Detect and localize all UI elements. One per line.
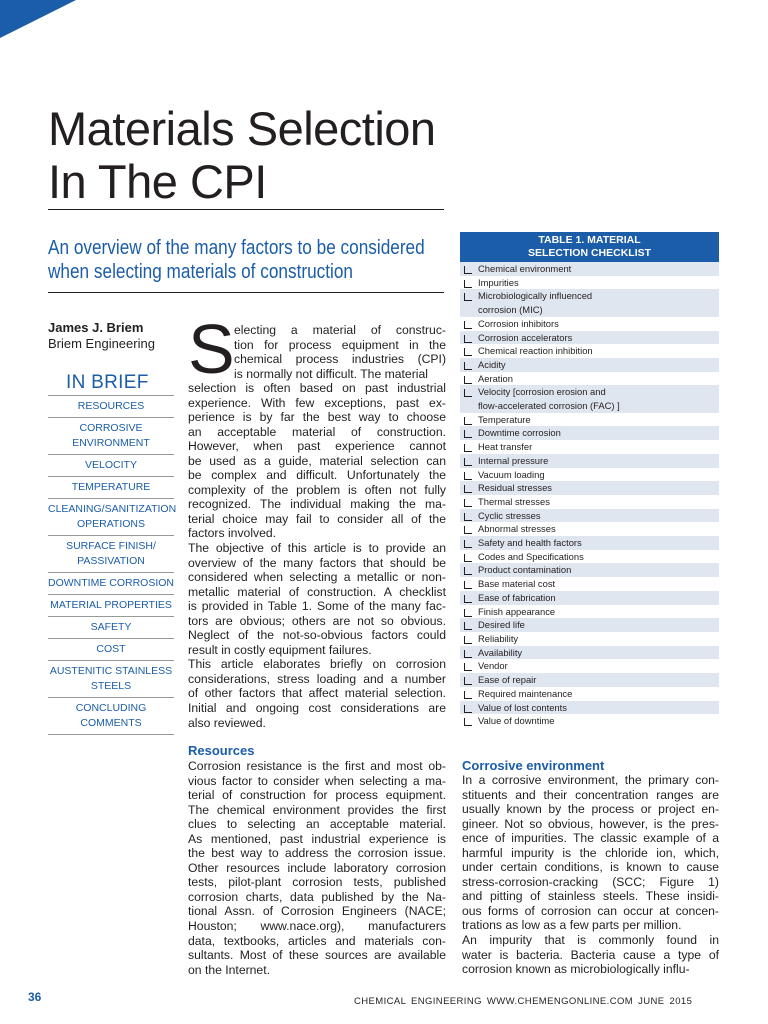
table-cell-line: Desired life — [478, 619, 525, 631]
table-cell — [478, 536, 582, 550]
text-line: tion for process equipment in the — [234, 337, 446, 352]
checkbox-icon[interactable] — [464, 280, 472, 288]
table-cell-line: Ease of repair — [478, 674, 537, 686]
in-brief-item[interactable] — [48, 477, 174, 499]
title-rule — [48, 209, 444, 210]
table-cell-line: Cyclic stresses — [478, 509, 541, 521]
table-row — [460, 385, 719, 412]
table-cell-line: Value of downtime — [478, 715, 555, 727]
in-brief-item-label: CORROSIVE — [79, 422, 143, 434]
text-line: ous forms of corrosion can occur at concen- — [462, 903, 719, 918]
text-line: considered when selecting a metallic or non- — [188, 570, 446, 585]
text-line: also reviewed. — [188, 715, 266, 730]
table-row — [460, 317, 719, 331]
corrosive-heading: Corrosive environment — [462, 758, 605, 773]
text-line: chemical process industries (CPI) — [234, 352, 446, 367]
table-cell — [478, 509, 541, 523]
text-line: clues to selecting an acceptable material. — [188, 817, 446, 832]
table-title-line: TABLE 1. MATERIAL — [538, 234, 641, 246]
text-line: be complex and difficult. Unfortunately the — [188, 468, 446, 483]
text-line: vious factor to consider when selecting a ma- — [188, 773, 446, 788]
table-row — [460, 522, 719, 536]
table-row — [460, 509, 719, 523]
text-line: trations as low as a few parts per million. — [462, 918, 682, 933]
article-title — [48, 102, 508, 208]
in-brief-heading: IN BRIEF — [66, 372, 149, 393]
text-line: terial of construction for process equipment. — [188, 788, 446, 803]
table-cell-line: Impurities — [478, 276, 519, 288]
intro-indented-text — [234, 323, 446, 381]
checkbox-icon[interactable] — [464, 417, 472, 425]
text-line: corrosion known as microbiologically influ- — [462, 962, 690, 977]
table-cell-line: Velocity [corrosion erosion and — [478, 386, 606, 398]
in-brief-item[interactable] — [48, 639, 174, 661]
table-cell-line: Availability — [478, 646, 523, 658]
table-cell — [478, 522, 556, 536]
checkbox-icon[interactable] — [464, 444, 472, 452]
checkbox-icon[interactable] — [464, 567, 472, 575]
text-line: stress-corrosion-cracking (SCC; Figure 1) — [462, 874, 719, 889]
table-row — [460, 481, 719, 495]
table-row — [460, 632, 719, 646]
table-row — [460, 673, 719, 687]
table-cell — [478, 331, 572, 345]
table-row — [460, 276, 719, 290]
checkbox-icon[interactable] — [464, 513, 472, 521]
text-line: tional Assn. of Corrosion Engineers (NACE; — [188, 904, 446, 919]
checkbox-icon[interactable] — [464, 595, 472, 603]
table-row — [460, 413, 719, 427]
subtitle-line: An overview of the many factors to be considered — [48, 237, 425, 259]
checkbox-icon[interactable] — [464, 554, 472, 562]
table-cell — [478, 289, 592, 316]
table-title — [460, 232, 719, 262]
text-line: The objective of this article is to provide an — [188, 541, 446, 556]
text-line: on the Internet. — [188, 962, 270, 977]
text-line: water is bacteria. Bacteria cause a type of — [462, 947, 719, 962]
in-brief-item-label: ENVIRONMENT — [72, 437, 150, 449]
in-brief-item[interactable] — [48, 499, 177, 536]
table-cell-line: Product contamination — [478, 564, 572, 576]
table-row — [460, 495, 719, 509]
table-cell — [478, 317, 559, 331]
table-cell — [478, 550, 584, 564]
title-line: In The CPI — [48, 155, 267, 208]
table-cell-line: Abnormal stresses — [478, 523, 556, 535]
text-line: the best way to address the corrosion issue. — [188, 846, 446, 861]
table-row — [460, 454, 719, 468]
checkbox-icon[interactable] — [464, 609, 472, 617]
in-brief-item[interactable] — [48, 573, 174, 595]
table-cell-line: Aeration — [478, 372, 513, 384]
text-line: gineer. Not so obvious, however, is the pres- — [462, 816, 719, 831]
text-line: result in costly equipment failures. — [188, 642, 372, 657]
table-cell — [478, 605, 555, 619]
text-line: an acceptable material of construction. — [188, 424, 446, 439]
text-line: Neglect of the not-so-obvious factors could — [188, 628, 446, 643]
text-line: perience is by far the best way to choose — [188, 410, 446, 425]
checkbox-icon[interactable] — [464, 389, 472, 397]
text-line: terial choice may fail to consider all of the — [188, 511, 446, 526]
in-brief-item-label: COST — [96, 643, 126, 655]
table-row — [460, 440, 719, 454]
text-line: sultants. Most of these sources are available — [188, 948, 446, 963]
checkbox-icon[interactable] — [464, 472, 472, 480]
text-line: is provided in Table 1. Some of the many fac- — [188, 599, 446, 614]
table-cell-line: Chemical reaction inhibition — [478, 345, 593, 357]
table-cell — [478, 413, 531, 427]
checkbox-icon[interactable] — [464, 485, 472, 493]
checkbox-icon[interactable] — [464, 540, 472, 548]
checkbox-icon[interactable] — [464, 335, 472, 343]
table-cell — [478, 385, 620, 412]
article-subtitle — [48, 236, 448, 284]
material-checklist-table — [460, 232, 719, 728]
corrosive-text — [462, 773, 719, 977]
table-row — [460, 331, 719, 345]
table-cell — [478, 632, 518, 646]
text-line: However, when past experience cannot — [188, 439, 446, 454]
text-line: complexity of the problem is often not fully — [188, 482, 446, 497]
in-brief-item-label: PASSIVATION — [77, 555, 145, 567]
text-line: electing a material of construc- — [234, 323, 446, 337]
table-cell — [478, 687, 572, 701]
table-cell-line: corrosion (MIC) — [478, 304, 543, 316]
table-cell-line: Chemical environment — [478, 263, 572, 274]
text-line: and pitting of stainless steels. These insidi- — [462, 889, 719, 904]
author-name: James J. Briem — [48, 320, 144, 335]
in-brief-item-label: SURFACE FINISH/ — [66, 540, 156, 552]
text-line: Corrosion resistance is the first and most ob- — [188, 759, 446, 773]
text-line: is normally not difficult. The material — [234, 366, 428, 381]
checkbox-icon[interactable] — [464, 293, 472, 301]
table-row — [460, 550, 719, 564]
text-line: stituents and their concentration ranges are — [462, 787, 719, 802]
table-cell-line: Internal pressure — [478, 454, 549, 466]
table-cell-line: flow-accelerated corrosion (FAC) ] — [478, 400, 620, 412]
checkbox-icon[interactable] — [464, 663, 472, 671]
in-brief-item-label: RESOURCES — [77, 400, 145, 412]
table-row — [460, 577, 719, 591]
in-brief-item-label: AUSTENITIC STAINLESS — [49, 665, 173, 677]
text-line: under certain conditions, is known to cause — [462, 860, 719, 875]
table-cell-line: Corrosion inhibitors — [478, 317, 559, 329]
text-line: overview of the many factors that should be — [188, 555, 446, 570]
table-cell — [478, 618, 525, 632]
page-number: 36 — [28, 990, 42, 1004]
table-row — [460, 372, 719, 386]
text-line: The chemical environment provides the first — [188, 802, 446, 817]
drop-cap: S — [188, 310, 235, 388]
table-cell-line: Ease of fabrication — [478, 591, 556, 603]
table-cell — [478, 440, 532, 454]
checkbox-icon[interactable] — [464, 430, 472, 438]
in-brief-item[interactable] — [48, 396, 174, 418]
table-row — [460, 646, 719, 660]
table-cell — [478, 646, 522, 660]
table-cell — [478, 659, 508, 673]
intro-body-text — [188, 381, 446, 730]
checkbox-icon[interactable] — [464, 266, 472, 274]
table-cell-line: Value of lost contents — [478, 701, 567, 713]
table-row — [460, 714, 719, 728]
table-row — [460, 701, 719, 715]
text-line: corrosion charts, data published by the Na- — [188, 889, 446, 904]
resources-text — [188, 759, 446, 977]
text-line: This article elaborates briefly on corrosion — [188, 657, 446, 672]
checkbox-icon[interactable] — [464, 362, 472, 370]
text-line: ence of impurities. The classic example of a — [462, 831, 719, 846]
in-brief-item-label: OPERATIONS — [76, 518, 146, 530]
table-cell-line: Heat transfer — [478, 441, 533, 453]
in-brief-item-label: TEMPERATURE — [71, 481, 151, 493]
checkbox-icon[interactable] — [464, 499, 472, 507]
checkbox-icon[interactable] — [464, 622, 472, 630]
table-cell-line: Safety and health factors — [478, 537, 582, 549]
table-cell-line: Thermal stresses — [478, 495, 550, 507]
table-cell-line: Base material cost — [478, 578, 556, 590]
text-line: In a corrosive environment, the primary con- — [462, 773, 719, 787]
text-line: Initial and ongoing cost considerations are — [188, 701, 446, 716]
table-row — [460, 536, 719, 550]
table-row — [460, 659, 719, 673]
table-cell-line: Microbiologically influenced — [478, 290, 593, 302]
table-cell-line: Vendor — [478, 660, 508, 672]
checkbox-icon[interactable] — [464, 677, 472, 685]
table-cell — [478, 481, 552, 495]
table-row — [460, 605, 719, 619]
text-line: considerations, stress loading and a number — [188, 671, 446, 686]
text-line: metallic material of construction. A checklist — [188, 584, 446, 599]
table-title-line: SELECTION CHECKLIST — [527, 247, 652, 259]
magazine-footer: CHEMICAL ENGINEERING WWW.CHEMENGONLINE.COM JUNE 2015 — [354, 996, 693, 1007]
table-cell — [478, 495, 550, 509]
table-row — [460, 591, 719, 605]
table-cell — [478, 454, 548, 468]
in-brief-item-label: CLEANING/SANITIZATION — [48, 503, 177, 515]
checkbox-icon[interactable] — [464, 526, 472, 534]
table-row — [460, 289, 719, 316]
checkbox-icon[interactable] — [464, 636, 472, 644]
table-cell-line: Corrosion accelerators — [478, 331, 573, 343]
table-row — [460, 426, 719, 440]
text-line: experience. With few exceptions, past ex- — [188, 395, 446, 410]
in-brief-item[interactable] — [48, 536, 174, 573]
in-brief-item[interactable] — [48, 698, 174, 735]
in-brief-item-label: DOWNTIME CORROSION — [48, 577, 174, 589]
author-affiliation: Briem Engineering — [48, 336, 155, 351]
text-line: recognized. The individual making the ma- — [188, 497, 446, 512]
table-cell-line: Temperature — [478, 413, 531, 425]
text-line: selection is often based on past industrial — [188, 381, 446, 395]
resources-heading: Resources — [188, 743, 255, 758]
checkbox-icon[interactable] — [464, 581, 472, 589]
table-row — [460, 358, 719, 372]
text-line: As mentioned, past industrial experience is — [188, 831, 446, 846]
checkbox-icon[interactable] — [464, 650, 472, 658]
in-brief-item-label: VELOCITY — [85, 459, 137, 471]
text-line: tests, pilot-plant corrosion tests, published — [188, 875, 446, 890]
table-cell-line: Acidity — [478, 358, 506, 370]
table-cell — [478, 563, 571, 577]
subtitle-rule — [48, 292, 444, 293]
in-brief-item-label: STEELS — [90, 680, 132, 692]
table-cell-line: Downtime corrosion — [478, 427, 561, 439]
checkbox-icon[interactable] — [464, 376, 472, 384]
table-cell — [478, 262, 571, 276]
table-row — [460, 262, 719, 276]
table-cell — [478, 673, 536, 687]
text-line: usually known by the process or project en- — [462, 802, 719, 817]
table-cell — [478, 714, 554, 728]
text-line: Houston; www.nace.org), manufacturers — [188, 919, 446, 934]
checkbox-icon[interactable] — [464, 348, 472, 356]
checkbox-icon[interactable] — [464, 458, 472, 466]
title-line: Materials Selection — [48, 102, 436, 155]
text-line: An impurity that is commonly found in — [462, 933, 719, 948]
in-brief-list — [48, 395, 177, 735]
table-cell-line: Residual stresses — [478, 482, 552, 494]
table-cell — [478, 577, 555, 591]
text-line: tors are obvious; others are not so obvious. — [188, 613, 446, 628]
text-line: harmful impurity is the chloride ion, which, — [462, 845, 719, 860]
table-cell — [478, 591, 556, 605]
in-brief-item-label: COMMENTS — [80, 717, 142, 729]
in-brief-item[interactable] — [48, 418, 174, 455]
in-brief-item[interactable] — [48, 595, 174, 617]
table-rows — [460, 262, 719, 728]
checkbox-icon[interactable] — [464, 718, 472, 726]
table-cell-line: Vacuum loading — [478, 468, 545, 480]
table-cell-line: Reliability — [478, 632, 519, 644]
corner-accent — [0, 0, 76, 38]
table-cell — [478, 426, 561, 440]
text-line: be used as a guide, material selection can — [188, 453, 446, 468]
table-cell — [478, 358, 506, 372]
subtitle-line: when selecting materials of construction — [48, 261, 353, 283]
table-cell — [478, 468, 545, 482]
in-brief-item-label: MATERIAL PROPERTIES — [50, 599, 172, 611]
table-cell — [478, 372, 513, 386]
in-brief-item[interactable] — [48, 455, 174, 477]
checkbox-icon[interactable] — [464, 705, 472, 713]
checkbox-icon[interactable] — [464, 691, 472, 699]
table-row — [460, 687, 719, 701]
text-line: factors involved. — [188, 526, 277, 541]
table-row — [460, 563, 719, 577]
table-cell-line: Required maintenance — [478, 687, 573, 699]
text-line: data, textbooks, articles and materials con- — [188, 933, 446, 948]
table-row — [460, 618, 719, 632]
in-brief-item-label: SAFETY — [90, 621, 132, 633]
table-row — [460, 344, 719, 358]
table-cell — [478, 276, 519, 290]
in-brief-item-label: CONCLUDING — [75, 702, 147, 714]
text-line: of other factors that affect material selection. — [188, 686, 446, 701]
table-cell — [478, 701, 567, 715]
table-cell-line: Finish appearance — [478, 605, 556, 617]
table-row — [460, 468, 719, 482]
in-brief-item[interactable] — [48, 661, 174, 698]
table-cell-line: Codes and Specifications — [478, 550, 584, 562]
author-block — [48, 320, 155, 352]
table-cell — [478, 344, 593, 358]
checkbox-icon[interactable] — [464, 321, 472, 329]
text-line: Other resources include laboratory corrosion — [188, 860, 446, 875]
in-brief-item[interactable] — [48, 617, 174, 639]
